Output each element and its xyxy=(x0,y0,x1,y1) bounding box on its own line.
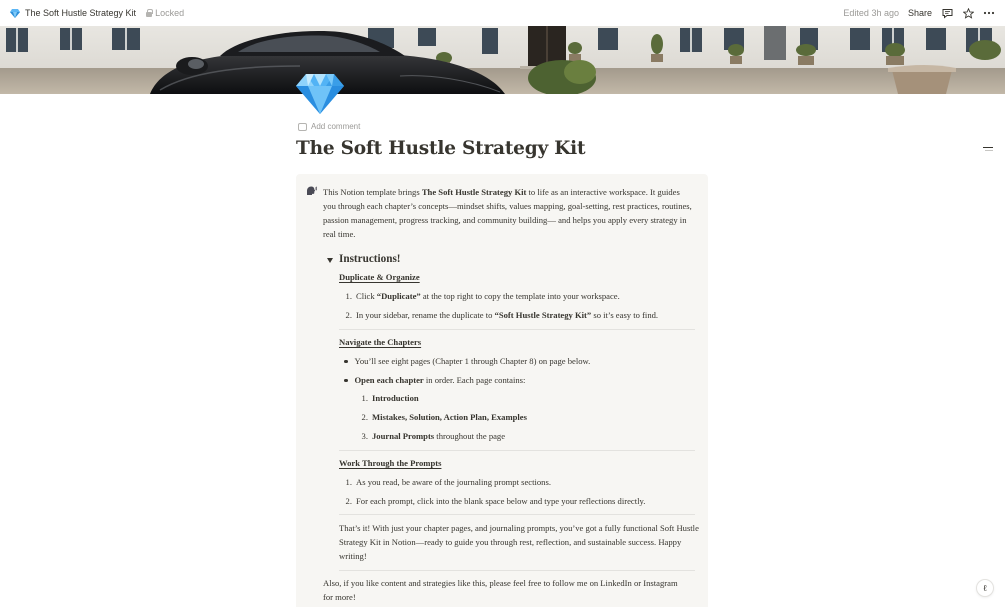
sub-list-item[interactable] xyxy=(354,411,527,423)
list-text: at the top right to copy the template into your workspace. xyxy=(420,291,620,301)
lock-icon xyxy=(146,9,152,17)
sub-list-item[interactable] xyxy=(354,430,505,442)
bullet-dot xyxy=(344,379,348,383)
intro-text-start: This Notion template brings xyxy=(323,187,422,197)
breadcrumb[interactable] xyxy=(10,8,136,18)
sub-list-item[interactable] xyxy=(354,392,419,404)
footer-paragraph[interactable]: Also, if you like content and strategies like this, please feel free to follow me on LinkedIn or Instagram for more! xyxy=(323,578,678,602)
list-text: so it’s easy to find. xyxy=(591,310,659,320)
toggle-triangle-icon[interactable] xyxy=(327,258,333,263)
intro-bold-title: The Soft Hustle Strategy Kit xyxy=(421,187,527,197)
instructions-toggle[interactable] xyxy=(327,253,401,265)
bullet-text: You’ll see eight pages (Chapter 1 through Chapter 8) on page below. xyxy=(354,356,591,366)
bullet-text: in order. Each page contains: xyxy=(423,375,526,385)
list-number: 1. xyxy=(345,477,352,487)
list-bold-text: Journal Prompts xyxy=(372,431,435,441)
edited-timestamp: Edited 3h ago xyxy=(843,8,899,18)
add-comment-label: Add comment xyxy=(311,122,361,131)
help-button[interactable] xyxy=(977,580,993,596)
closing-paragraph[interactable]: That’s it! With just your chapter pages, and journaling prompts, you’ve got a fully functional Soft Hustle Strategy Kit in Notion—ready to guide you through rest, reflection, and sustainable success. Happy writing! xyxy=(339,523,699,561)
list-bold-text: “Duplicate” xyxy=(376,291,421,301)
table-of-contents-icon[interactable] xyxy=(983,147,993,157)
more-options-icon[interactable] xyxy=(983,7,995,19)
bullet-item[interactable] xyxy=(340,374,525,386)
bullet-bold-text: Open each chapter xyxy=(354,375,424,385)
page-title[interactable]: The Soft Hustle Strategy Kit xyxy=(296,138,586,159)
share-button[interactable]: Share xyxy=(907,8,932,18)
list-bold-text: Introduction xyxy=(372,393,419,403)
intro-text-end: to life as an interactive workspace. It guides you through each chapter’s concepts—mindset shifts, values mapping, goal-setting, rest practices, routines, passion management, progress tracking, and community building— and helps you apply every strategy in real time. xyxy=(323,187,692,239)
list-text: throughout the page xyxy=(434,431,506,441)
bullet-item[interactable] xyxy=(340,355,590,367)
intro-paragraph[interactable] xyxy=(323,185,693,241)
locked-indicator[interactable] xyxy=(146,8,184,18)
list-number: 1. xyxy=(361,393,368,403)
list-text: Click xyxy=(356,291,377,301)
list-number: 1. xyxy=(345,291,352,301)
divider xyxy=(339,514,695,515)
instructions-callout[interactable] xyxy=(296,174,708,607)
list-number: 3. xyxy=(361,431,368,441)
diamond-page-icon[interactable] xyxy=(296,72,344,114)
comments-icon[interactable] xyxy=(941,7,953,19)
heading-duplicate-organize[interactable]: Duplicate & Organize xyxy=(339,272,420,282)
toggle-title: Instructions! xyxy=(339,253,401,265)
heading-work-through-prompts[interactable]: Work Through the Prompts xyxy=(339,458,442,468)
list-text: As you read, be aware of the journaling prompt sections. xyxy=(356,477,551,487)
list-item[interactable] xyxy=(338,309,658,321)
list-number: 2. xyxy=(345,496,352,506)
locked-label: Locked xyxy=(155,8,185,18)
cover-image xyxy=(0,26,1005,94)
list-item[interactable] xyxy=(338,476,551,488)
list-bold-text: Mistakes, Solution, Action Plan, Examples xyxy=(372,412,527,422)
top-right-actions xyxy=(843,7,995,19)
list-number: 2. xyxy=(345,310,352,320)
divider xyxy=(339,450,695,451)
list-number: 2. xyxy=(361,412,368,422)
divider xyxy=(339,570,695,571)
comment-icon xyxy=(298,123,307,131)
star-icon[interactable] xyxy=(962,7,974,19)
edit-icon: ℓ xyxy=(982,583,988,594)
add-comment-button[interactable] xyxy=(298,122,360,131)
top-bar xyxy=(0,0,1005,26)
breadcrumb-page-title[interactable]: The Soft Hustle Strategy Kit xyxy=(25,8,137,18)
list-item[interactable] xyxy=(338,495,645,507)
divider xyxy=(339,329,695,330)
gem-icon xyxy=(10,8,20,18)
list-item[interactable] xyxy=(338,290,620,302)
speaking-head-icon xyxy=(305,185,317,197)
bullet-dot xyxy=(344,360,348,364)
list-bold-text: “Soft Hustle Strategy Kit” xyxy=(494,310,592,320)
list-text: For each prompt, click into the blank space below and type your reflections directly. xyxy=(356,496,646,506)
heading-navigate-chapters[interactable]: Navigate the Chapters xyxy=(339,337,422,347)
list-text: In your sidebar, rename the duplicate to xyxy=(356,310,495,320)
